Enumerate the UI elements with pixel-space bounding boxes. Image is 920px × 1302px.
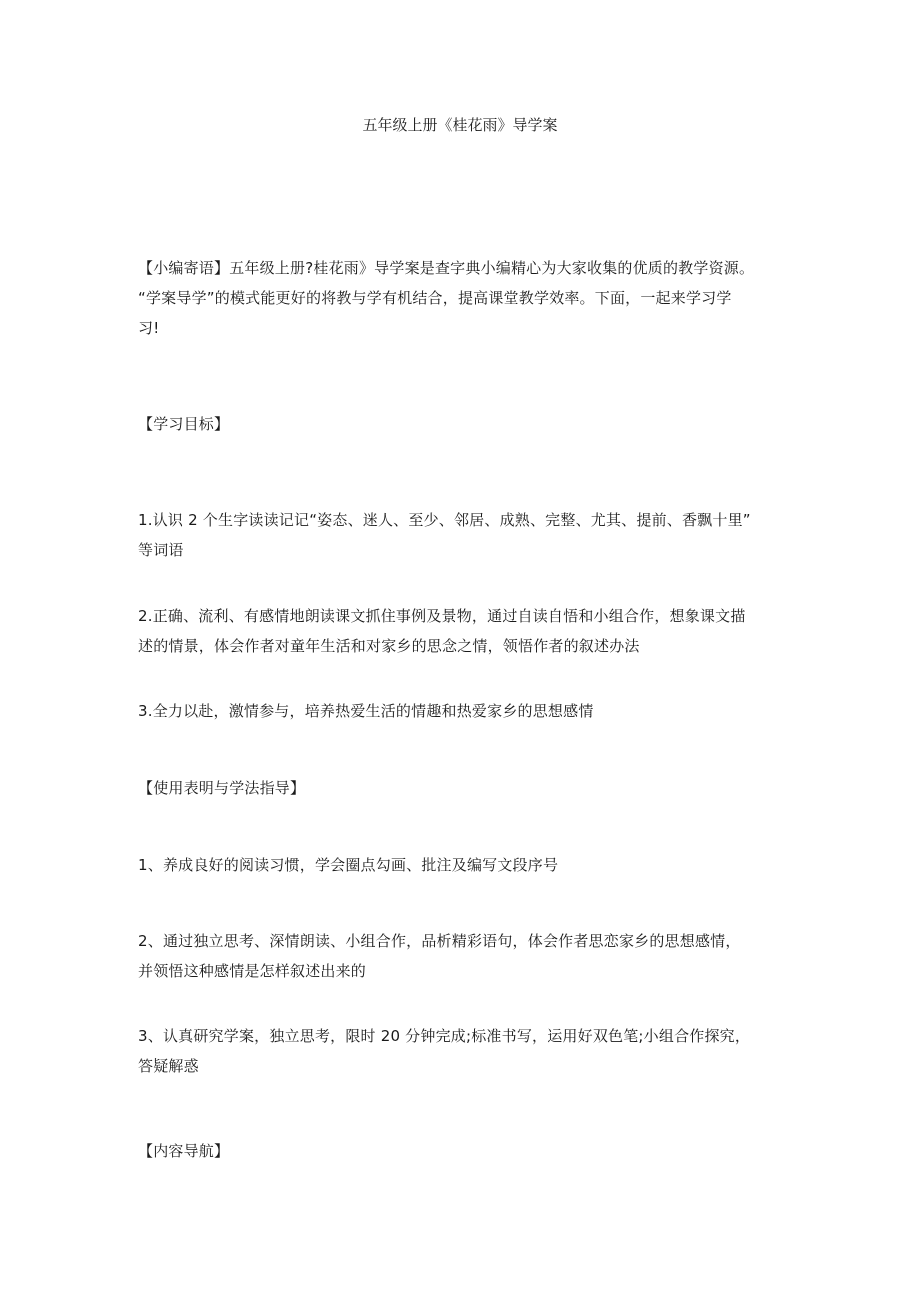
guidance-line: 并领悟这种感情是怎样叙述出来的: [138, 962, 367, 980]
guidance-line: 2、通过独立思考、深情朗读、小组合作，品析精彩语句，体会作者思恋家乡的思想感情，: [138, 932, 741, 950]
intro-line: 习!: [138, 319, 160, 337]
nav-heading: 【内容导航】: [138, 1142, 230, 1160]
intro-line: 【小编寄语】五年级上册?桂花雨》导学案是查字典小编精心为大家收集的优质的教学资源。: [138, 259, 755, 277]
intro-line: “学案导学”的模式能更好的将教与学有机结合，提高课堂教学效率。下面，一起来学习学: [138, 289, 732, 307]
document-title: 五年级上册《桂花雨》导学案: [362, 116, 558, 134]
goal-line: 3.全力以赴，激情参与，培养热爱生活的情趣和热爱家乡的思想感情: [138, 702, 594, 720]
guidance-heading: 【使用表明与学法指导】: [138, 779, 306, 797]
goals-heading: 【学习目标】: [138, 415, 230, 433]
goal-line: 2.正确、流利、有感情地朗读课文抓住事例及景物，通过自读自悟和小组合作，想象课文描: [138, 607, 746, 625]
goal-line: 1.认识 2 个生字读读记记“姿态、迷人、至少、邻居、成熟、完整、尤其、提前、香飘十里”: [138, 511, 751, 529]
guidance-line: 3、认真研究学案，独立思考，限时 20 分钟完成;标准书写，运用好双色笔;小组合作探究，: [138, 1027, 751, 1045]
goal-line: 述的情景，体会作者对童年生活和对家乡的思念之情，领悟作者的叙述办法: [138, 637, 640, 655]
guidance-line: 1、养成良好的阅读习惯，学会圈点勾画、批注及编写文段序号: [138, 856, 559, 874]
guidance-line: 答疑解惑: [138, 1057, 199, 1075]
goal-line: 等词语: [138, 541, 184, 559]
